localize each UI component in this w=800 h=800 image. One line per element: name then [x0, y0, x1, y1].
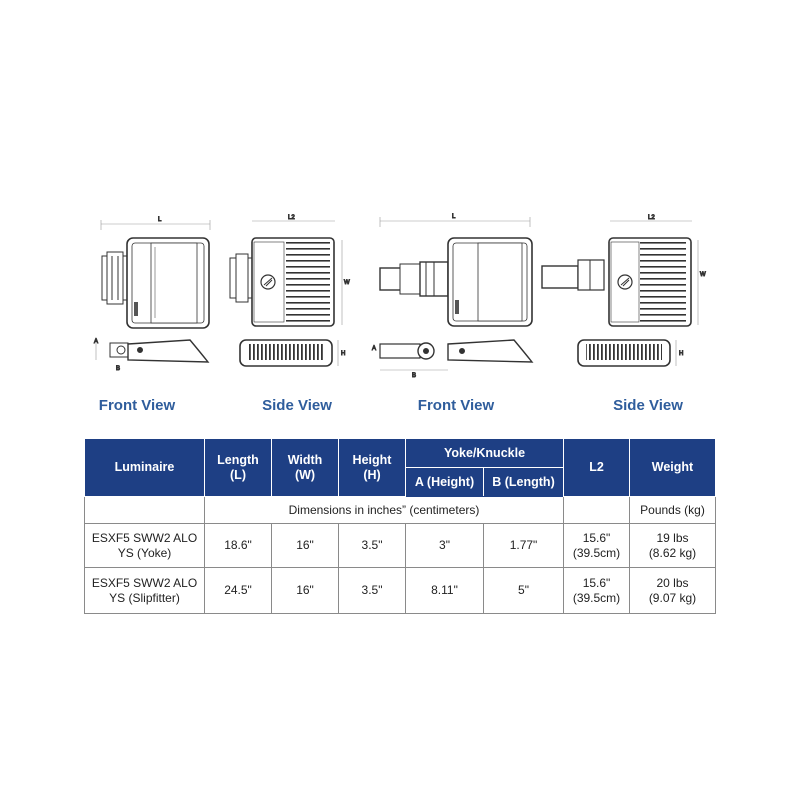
yoke-front-view-drawing	[94, 217, 210, 372]
l2-line1: 15.6"	[582, 575, 611, 590]
weight-cell	[630, 524, 716, 568]
dim-label-l2: L2	[288, 215, 295, 221]
slipfitter-side-view-drawing	[542, 215, 706, 366]
dim-label-l2: L2	[648, 215, 655, 221]
weight-cell	[630, 568, 716, 614]
length-cell: 18.6"	[205, 524, 272, 568]
header-l2: L2	[564, 439, 630, 497]
dim-label-a: A	[372, 346, 377, 352]
dim-label-b: B	[412, 373, 417, 379]
luminaire-line2: YS (Slipfitter)	[109, 590, 180, 605]
header-length	[205, 439, 272, 497]
l2-line1: 15.6"	[582, 530, 611, 545]
weight-line2: (9.07 kg)	[648, 590, 697, 605]
luminaire-cell	[85, 568, 205, 614]
weight-line1: 19 lbs	[656, 530, 689, 545]
b-length-cell: 1.77"	[484, 524, 564, 568]
header-b-length: B (Length)	[484, 468, 564, 497]
dim-label-w: W	[344, 280, 350, 286]
side-view-label-yoke: Side View	[262, 397, 332, 414]
header-luminaire: Luminaire	[85, 439, 205, 497]
dim-label-h: H	[679, 351, 684, 357]
weight-line1: 20 lbs	[656, 575, 689, 590]
b-length-cell: 5"	[484, 568, 564, 614]
weight-line2: (8.62 kg)	[648, 545, 697, 560]
header-width	[272, 439, 339, 497]
units-weight: Pounds (kg)	[630, 497, 716, 524]
dim-label-l: L	[452, 214, 456, 220]
a-height-cell: 3"	[406, 524, 484, 568]
dim-label-b: B	[116, 366, 121, 372]
dim-label-l: L	[158, 217, 162, 223]
units-blank-cell	[85, 497, 205, 524]
luminaire-cell	[85, 524, 205, 568]
table-row	[85, 568, 716, 614]
slipfitter-front-view-drawing	[372, 214, 532, 379]
units-row	[85, 497, 716, 524]
luminaire-line1: ESXF5 SWW2 ALO	[91, 575, 198, 590]
yoke-side-view-drawing	[230, 215, 350, 366]
units-dimensions: Dimensions in inches” (centimeters)	[205, 497, 564, 524]
header-height-line2: (H)	[363, 467, 381, 482]
dim-label-w: W	[700, 272, 706, 278]
length-cell: 24.5"	[205, 568, 272, 614]
dim-label-h: H	[341, 351, 346, 357]
height-cell: 3.5"	[339, 524, 406, 568]
dim-label-a: A	[94, 339, 99, 345]
luminaire-line1: ESXF5 SWW2 ALO	[91, 530, 198, 545]
header-yoke-knuckle: Yoke/Knuckle	[406, 439, 564, 468]
width-cell: 16"	[272, 568, 339, 614]
width-cell: 16"	[272, 524, 339, 568]
l2-line2: (39.5cm)	[572, 545, 621, 560]
header-length-line1: Length	[217, 452, 259, 467]
l2-cell	[564, 568, 630, 614]
header-height	[339, 439, 406, 497]
header-length-line2: (L)	[230, 467, 246, 482]
units-l2-blank	[564, 497, 630, 524]
header-width-line2: (W)	[294, 467, 316, 482]
side-view-label-slipfitter: Side View	[613, 397, 683, 414]
a-height-cell: 8.11"	[406, 568, 484, 614]
header-a-height: A (Height)	[406, 468, 484, 497]
l2-line2: (39.5cm)	[572, 590, 621, 605]
table-row	[85, 524, 716, 568]
height-cell: 3.5"	[339, 568, 406, 614]
header-weight: Weight	[630, 439, 716, 497]
front-view-label-yoke: Front View	[98, 397, 176, 414]
l2-cell	[564, 524, 630, 568]
header-height-line1: Height	[352, 452, 392, 467]
header-width-line1: Width	[287, 452, 323, 467]
front-view-label-slipfitter: Front View	[417, 397, 495, 414]
dimensions-table	[84, 438, 716, 614]
luminaire-line2: YS (Yoke)	[117, 545, 172, 560]
